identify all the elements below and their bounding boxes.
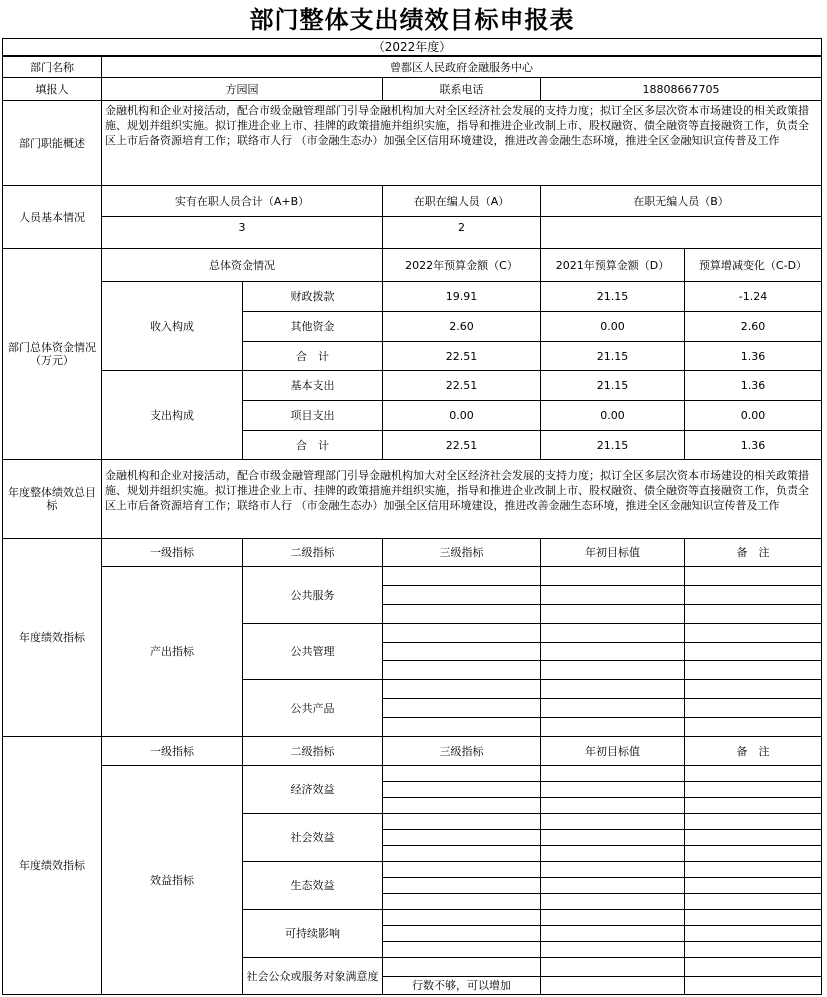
indicator-cell [382,781,541,798]
perf2-h2: 二级指标 [242,736,383,766]
phone-label: 联系电话 [382,77,541,101]
expense-row-d: 0.00 [540,400,685,431]
indicator-cell [540,679,685,699]
indicator-cell [684,957,822,977]
form-title: 部门整体支出绩效目标申报表 [2,2,822,38]
perf2-h3: 三级指标 [382,736,541,766]
perf2-level2-item: 可持续影响 [242,909,383,958]
perf1-label: 年度绩效指标 [2,538,102,737]
dept-name-value: 曾都区人民政府金融服务中心 [101,56,822,78]
indicator-cell [540,957,685,977]
staff-label: 人员基本情况 [2,185,102,249]
expense-row-cd: 1.36 [684,370,822,401]
income-row-c: 2.60 [382,311,541,342]
phone-value: 18808667705 [540,77,822,101]
indicator-cell [684,717,822,737]
indicator-cell [540,765,685,782]
perf1-level2-item: 公共管理 [242,623,383,680]
indicator-cell [684,813,822,830]
staff-total-value: 3 [101,216,383,249]
indicator-cell [382,845,541,862]
indicator-cell [684,829,822,846]
perf2-h4: 年初目标值 [540,736,685,766]
indicator-cell [540,585,685,605]
indicator-cell [382,813,541,830]
perf1-h1: 一级指标 [101,538,243,567]
indicator-cell [540,877,685,894]
indicator-cell [540,604,685,624]
indicator-cell [540,829,685,846]
indicator-cell [382,877,541,894]
income-row-d: 21.15 [540,341,685,371]
income-row-cd: -1.24 [684,281,822,312]
indicator-cell [684,909,822,926]
indicator-cell [382,893,541,910]
indicator-cell [684,976,822,995]
funds-cd-header: 预算增减变化（C-D） [684,248,822,282]
indicator-cell [684,941,822,958]
indicator-cell [684,781,822,798]
indicator-cell [382,566,541,586]
indicator-cell [540,623,685,643]
indicator-cell [382,861,541,878]
income-row-name: 其他资金 [242,311,383,342]
perf2-level1: 效益指标 [101,765,243,995]
staff-total-header: 实有在职人员合计（A+B） [101,185,383,217]
indicator-cell [382,679,541,699]
perf2-level2-item: 经济效益 [242,765,383,814]
indicator-cell [540,813,685,830]
staff-a-header: 在职在编人员（A） [382,185,541,217]
indicator-cell [382,925,541,942]
expense-row-d: 21.15 [540,430,685,460]
funds-c-header: 2022年预算金额（C） [382,248,541,282]
indicator-cell [382,604,541,624]
indicator-cell [684,698,822,718]
filler-label: 填报人 [2,77,102,101]
funds-overall-header: 总体资金情况 [101,248,383,282]
indicator-cell [540,941,685,958]
overall-goal-label: 年度整体绩效总目标 [2,459,102,539]
perf1-level1: 产出指标 [101,566,243,737]
indicator-cell [684,642,822,661]
expense-row-d: 21.15 [540,370,685,401]
indicator-cell [382,957,541,977]
indicator-cell [684,845,822,862]
indicator-cell [382,623,541,643]
expense-row-cd: 1.36 [684,430,822,460]
expense-row-c: 0.00 [382,400,541,431]
indicator-cell [684,765,822,782]
indicator-cell [684,925,822,942]
perf1-h2: 二级指标 [242,538,383,567]
perf1-level2-item: 公共服务 [242,566,383,624]
staff-b-header: 在职无编人员（B） [540,185,822,217]
indicator-cell [382,717,541,737]
indicator-cell [540,717,685,737]
income-row-d: 0.00 [540,311,685,342]
perf1-h5: 备 注 [684,538,822,567]
indicator-cell [382,909,541,926]
expense-row-name: 基本支出 [242,370,383,401]
expense-label: 支出构成 [101,370,243,460]
expense-row-c: 22.51 [382,430,541,460]
staff-a-value: 2 [382,216,541,249]
functions-text: 金融机构和企业对接活动，配合市级金融管理部门引导金融机构加大对全区经济社会发展的支持力度；拟订全区多层次资本市场建设的相关政策措施、规划并组织实施。拟订推进企业上市、挂牌的政策措施并组织实施，指导和推进企业改制上市、股权融资、债全融资等直接融资工作，负责全区上市后备资源培育工作；联络市人行 （市金融生态办）加强全区信用环境建设，推进改善金融生态环境，推进全区金融知识宣传普及工作 [101,100,822,186]
indicator-cell [684,797,822,814]
perf1-h3: 三级指标 [382,538,541,567]
income-row-c: 22.51 [382,341,541,371]
funds-d-header: 2021年预算金额（D） [540,248,685,282]
dept-name-label: 部门名称 [2,56,102,78]
indicator-cell [684,893,822,910]
indicator-cell [540,698,685,718]
indicator-cell [684,660,822,680]
functions-label: 部门职能概述 [2,100,102,186]
indicator-cell [382,698,541,718]
indicator-cell [540,925,685,942]
indicator-cell [382,941,541,958]
perf2-note: 行数不够，可以增加 [412,978,511,992]
income-row-cd: 1.36 [684,341,822,371]
perf2-h1: 一级指标 [101,736,243,766]
income-row-cd: 2.60 [684,311,822,342]
indicator-cell [540,642,685,661]
perf1-h4: 年初目标值 [540,538,685,567]
indicator-cell [540,909,685,926]
indicator-cell [540,781,685,798]
indicator-cell [684,861,822,878]
indicator-cell [540,861,685,878]
expense-row-c: 22.51 [382,370,541,401]
indicator-cell [684,623,822,643]
income-label: 收入构成 [101,281,243,371]
perf2-level2-item: 生态效益 [242,861,383,910]
filler-value: 方园园 [101,77,383,101]
indicator-cell [684,585,822,605]
perf2-label: 年度绩效指标 [2,736,102,995]
perf2-level2-item: 社会公众或服务对象满意度 [242,957,383,995]
expense-row-name: 项目支出 [242,400,383,431]
indicator-cell [684,679,822,699]
indicator-cell [540,976,685,995]
form-year: （2022年度） [2,38,822,56]
indicator-cell [382,765,541,782]
indicator-cell [382,660,541,680]
income-row-name: 财政拨款 [242,281,383,312]
income-row-c: 19.91 [382,281,541,312]
expense-row-cd: 0.00 [684,400,822,431]
perf1-level2-item: 公共产品 [242,679,383,737]
income-row-name: 合 计 [242,341,383,371]
funds-label: 部门总体资金情况（万元） [2,248,102,460]
staff-b-value [540,216,822,249]
indicator-cell [540,566,685,586]
perf2-h5: 备 注 [684,736,822,766]
expense-row-name: 合 计 [242,430,383,460]
income-row-d: 21.15 [540,281,685,312]
indicator-cell [540,845,685,862]
indicator-cell [540,893,685,910]
perf2-level2-item: 社会效益 [242,813,383,862]
indicator-cell [684,877,822,894]
indicator-cell [382,797,541,814]
indicator-cell [540,660,685,680]
indicator-cell [684,566,822,586]
indicator-cell [684,604,822,624]
indicator-cell [540,797,685,814]
indicator-cell [382,642,541,661]
indicator-cell [382,585,541,605]
overall-goal-text: 金融机构和企业对接活动，配合市级金融管理部门引导金融机构加大对全区经济社会发展的支持力度；拟订全区多层次资本市场建设的相关政策措施、规划并组织实施。拟订推进企业上市、挂牌的政策措施并组织实施，指导和推进企业改制上市、股权融资、债全融资等直接融资工作，负责全区上市后备资源培育工作；联络市人行 （市金融生态办）加强全区信用环境建设，推进改善金融生态环境，推进全区金融知识宣传普及工作 [101,459,822,539]
indicator-cell [382,829,541,846]
